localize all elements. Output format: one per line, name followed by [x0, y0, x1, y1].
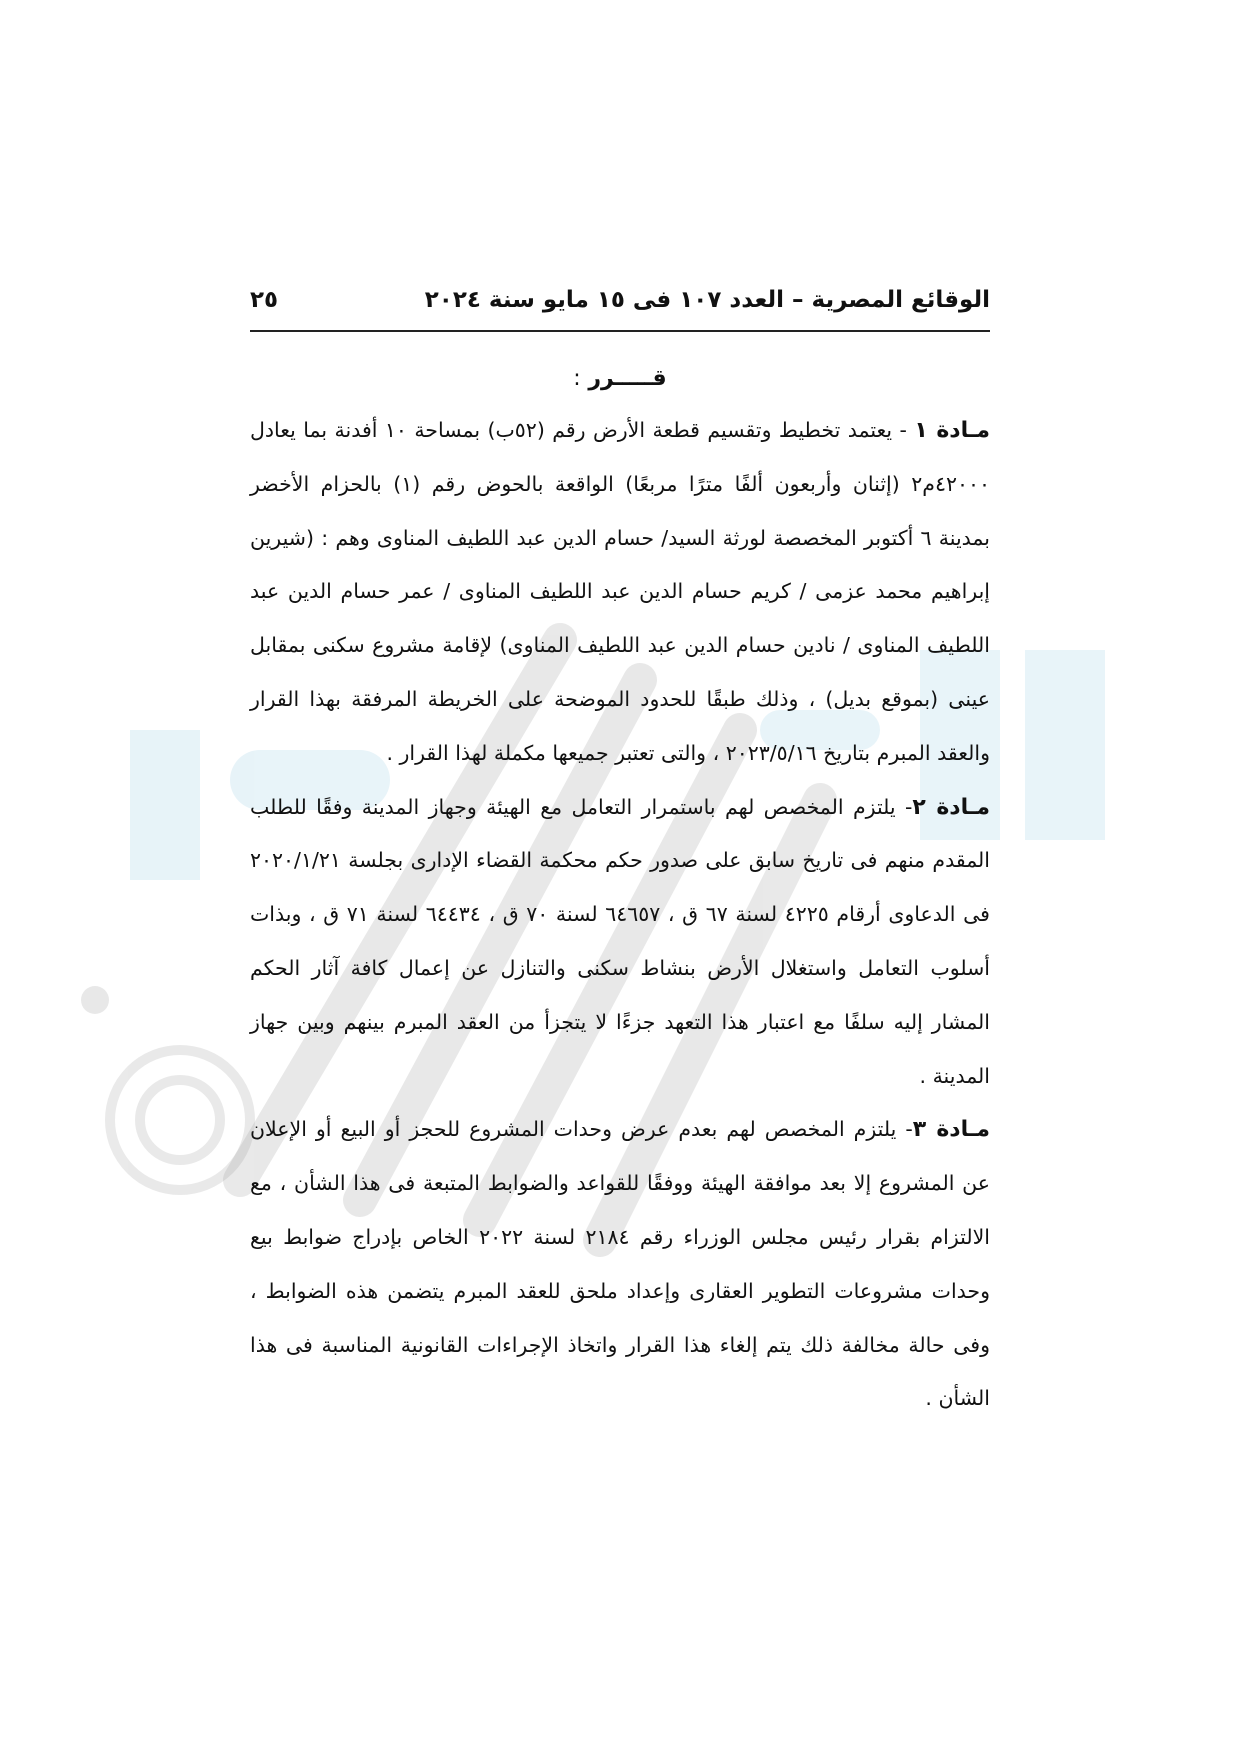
article-3-text: - يلتزم المخصص لهم بعدم عرض وحدات المشروع للحجز أو البيع أو الإعلان عن المشروع إلا بعد موافقة الهيئة ووفقًا للقواعد والضوابط المتبعة فى هذا الشأن ، مع الالتزام بقرار رئيس مجلس الوزراء رقم ٢١٨٤ لسنة ٢٠٢٢ الخاص بإدراج ضوابط بيع وحدات مشروعات التطوير العقارى وإعداد ملحق للعقد المبرم يتضمن هذه الضوابط ، وفى حالة مخالفة ذلك يتم إلغاء هذا القرار واتخاذ الإجراءات القانونية المناسبة فى هذا الشأن .: [250, 1117, 991, 1411]
article-2-label: مـادة ٢: [912, 794, 991, 820]
article-1-text: - يعتمد تخطيط وتقسيم قطعة الأرض رقم (٥٢ب) بمساحة ١٠ أفدنة بما يعادل ٤٢٠٠٠م٢ (إثنان وأربعون ألفًا مترًا مربعًا) الواقعة بالحوض رقم (١) بالحزام الأخضر بمدينة ٦ أكتوبر المخصصة لورثة السيد/ حسام الدين عبد اللطيف المناوى وهم : (شيرين إبراهيم محمد عزمى / كريم حسام الدين عبد اللطيف المناوى / عمر حسام الدين عبد اللطيف المناوى / نادين حسام الدين عبد اللطيف المناوى) لإقامة مشروع سكنى بمقابل عينى (بموقع بديل) ، وذلك طبقًا للحدود الموضحة على الخريطة المرفقة بهذا القرار والعقد المبرم بتاريخ ٢٠٢٣/٥/١٦ ، والتى تعتبر جميعها مكملة لهذا القرار .: [250, 418, 991, 765]
article-1: [250, 404, 990, 781]
gazette-title: الوقائع المصرية – العدد ١٠٧ فى ١٥ مايو سنة ٢٠٢٤: [424, 287, 990, 313]
article-1-label: مـادة ١: [914, 418, 991, 443]
decision-heading: [250, 362, 990, 396]
article-2: [250, 781, 990, 1104]
decision-colon: :: [573, 366, 581, 391]
decision-word: قـــــرر: [588, 366, 667, 391]
article-3-label: مـادة ٣: [912, 1117, 990, 1143]
article-3: [250, 1103, 990, 1426]
page-header: [250, 270, 990, 332]
document-page: [250, 270, 990, 1426]
article-2-text: - يلتزم المخصص لهم باستمرار التعامل مع الهيئة وجهاز المدينة وفقًا للطلب المقدم منهم فى تاريخ سابق على صدور حكم محكمة القضاء الإدارى بجلسة ٢٠٢٠/١/٢١ فى الدعاوى أرقام ٤٢٢٥ لسنة ٦٧ ق ، ٦٤٦٥٧ لسنة ٧٠ ق ، ٦٤٤٣٤ لسنة ٧١ ق ، وبذات أسلوب التعامل واستغلال الأرض بنشاط سكنى والتنازل عن إعمال كافة آثار الحكم المشار إليه سلفًا مع اعتبار هذا التعهد جزءًا لا يتجزأ من العقد المبرم بينهم وبين جهاز المدينة .: [250, 794, 990, 1088]
page-number: ٢٥: [250, 287, 279, 313]
